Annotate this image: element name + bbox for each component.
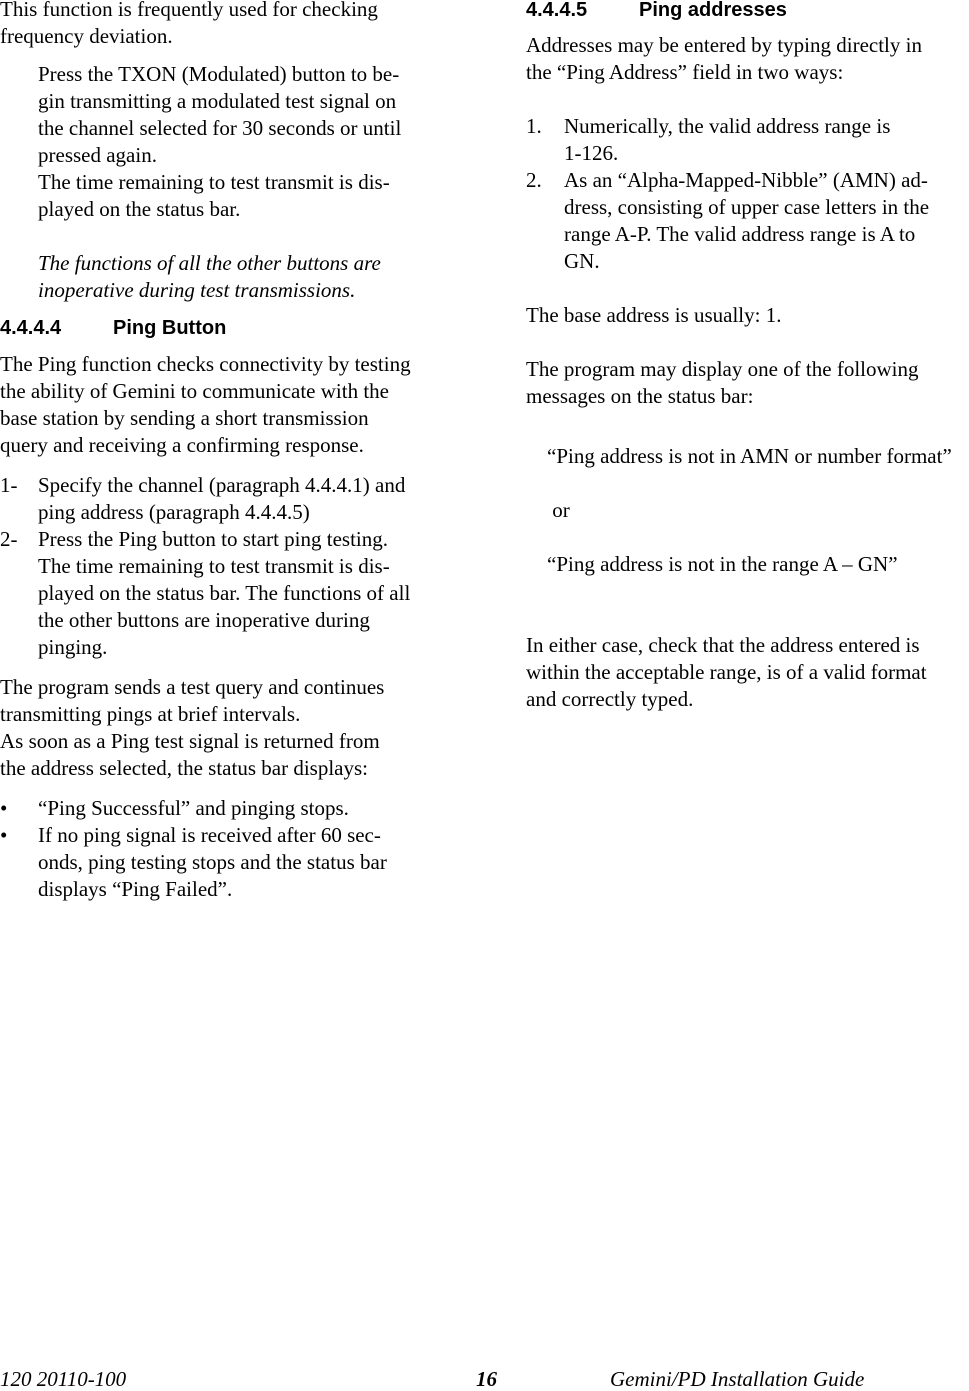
closing-paragraph: In either case, check that the address entered is within the acceptable range, is of a valid format and correctly typed. xyxy=(526,633,927,711)
intro-paragraph: This function is frequently used for checking frequency deviation. xyxy=(0,0,378,48)
status-messages: “Ping address is not in AMN or number format” or “Ping address is not in the range A – GN” xyxy=(547,444,952,576)
test-transmission-note: The functions of all the other buttons are inoperative during test transmissions. xyxy=(38,251,381,302)
list-item: • If no ping signal is received after 60 sec- onds, ping testing stops and the status bar displays “Ping Failed”. xyxy=(0,823,387,901)
right-column xyxy=(526,0,969,713)
section-number: 4.4.4.5 xyxy=(526,0,588,21)
ping-result-bullets xyxy=(0,795,455,903)
list-item: 1- Specify the channel (paragraph 4.4.4.1) and ping address (paragraph 4.4.4.5) xyxy=(0,473,406,524)
list-item: • “Ping Successful” and pinging stops. xyxy=(0,796,349,820)
address-format-list xyxy=(526,113,969,275)
ping-steps-list xyxy=(0,472,455,661)
txon-instructions: Press the TXON (Modulated) button to be- gin transmitting a modulated test signal on the channel selected for 30 seconds or until pressed again. The time remaining to test transmit is dis- played on the status bar. xyxy=(38,62,402,221)
section-heading-ping-button xyxy=(0,316,455,340)
page-number: 16 xyxy=(476,1367,497,1391)
ping-function-description: The Ping function checks connectivity by testing the ability of Gemini to communicate with the base station by sending a short transmission query and receiving a confirming response. xyxy=(0,352,411,457)
section-heading-ping-addresses xyxy=(526,0,969,22)
document-number: 120 20110-100 xyxy=(0,1367,127,1391)
section-title: Ping Button xyxy=(113,317,227,339)
left-column xyxy=(0,0,455,903)
guide-title: Gemini/PD Installation Guide xyxy=(610,1367,865,1391)
address-entry-paragraph: Addresses may be entered by typing directly in the “Ping Address” field in two ways: xyxy=(526,33,922,84)
section-title: Ping addresses xyxy=(639,0,787,21)
page-footer xyxy=(0,1367,969,1391)
list-item: 2. As an “Alpha-Mapped-Nibble” (AMN) ad- dress, consisting of upper case letters in the range A-P. The valid address range is A to GN. xyxy=(526,168,930,273)
ping-behaviour-paragraph: The program sends a test query and continues transmitting pings at brief intervals. As soon as a Ping test signal is returned from the address selected, the status bar displays: xyxy=(0,675,385,780)
base-address-text: The base address is usually: 1. xyxy=(526,303,782,327)
list-item: 1. Numerically, the valid address range is 1-126. xyxy=(526,114,891,165)
status-messages-intro: The program may display one of the following messages on the status bar: xyxy=(526,357,919,408)
section-number: 4.4.4.4 xyxy=(0,317,62,339)
list-item: 2- Press the Ping button to start ping testing. The time remaining to test transmit is dis- played on the status bar. The functions of all the other buttons are inoperative during pinging. xyxy=(0,527,411,659)
